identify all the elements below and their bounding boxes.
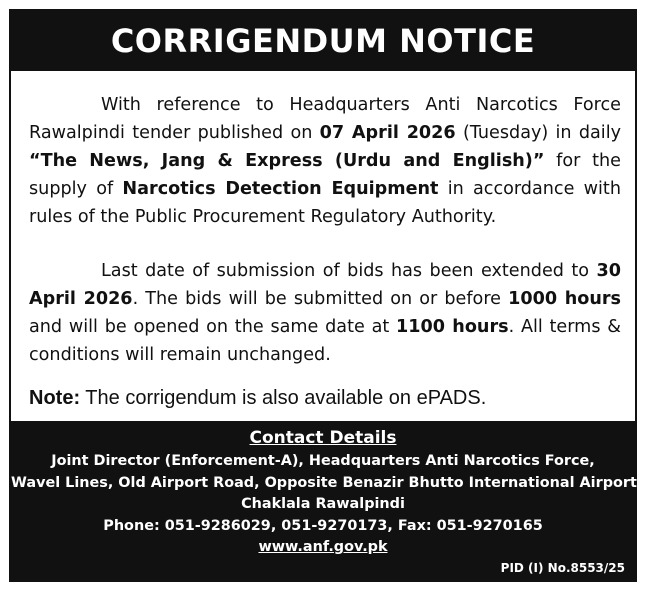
extended-date: 30 April 2026 (29, 261, 621, 309)
contact-box (11, 421, 643, 580)
contact-line-3: Chaklala Rawalpindi (241, 496, 405, 512)
para2-text-4: . All terms & conditions will remain unchanged. (29, 317, 621, 365)
para2-text-2: . The bids will be submitted on or before (132, 289, 509, 309)
title-bar (11, 11, 635, 71)
submission-time: 1000 hours (508, 289, 622, 309)
contact-heading: Contact Details (249, 428, 397, 448)
para1-text-1: With reference to Headquarters Anti Narcotics Force Rawalpindi tender published on (29, 95, 621, 143)
para1-text-2: (Tuesday) in daily (455, 123, 621, 143)
para1-text-4: in accordance with rules of the Public Procurement Regulatory Authority. (29, 179, 621, 227)
tender-date: 07 April 2026 (319, 123, 456, 143)
newspapers: “The News, Jang & Express (Urdu and English)” (29, 151, 545, 171)
note-text: The corrigendum is also available on ePADS. (80, 387, 487, 409)
para2-text-1: Last date of submission of bids has been extended to (101, 261, 597, 281)
para2-text-3: and will be opened on the same date at (29, 317, 397, 337)
notice-frame (9, 9, 643, 582)
contact-phone: Phone: 051-9286029, 051-9270173, Fax: 051-9270165 (103, 517, 543, 534)
paragraph-extension (29, 257, 621, 369)
opening-time: 1100 hours (396, 317, 509, 337)
contact-line-1: Joint Director (Enforcement-A), Headquarters Anti Narcotics Force, (51, 453, 595, 469)
contact-details (11, 425, 643, 559)
note-label: Note: (29, 387, 81, 409)
paragraph-reference (29, 91, 621, 231)
contact-website-link[interactable]: www.anf.gov.pk (258, 539, 388, 555)
contact-line-2: Wavel Lines, Old Airport Road, Opposite Benazir Bhutto International Airport, (11, 474, 643, 491)
notice-title: CORRIGENDUM NOTICE (110, 22, 536, 60)
para1-text-3: for the supply of (29, 151, 621, 199)
pid-number: PID (I) No.8553/25 (500, 561, 625, 575)
procurement-item: Narcotics Detection Equipment (122, 179, 439, 199)
note-line (29, 387, 486, 410)
